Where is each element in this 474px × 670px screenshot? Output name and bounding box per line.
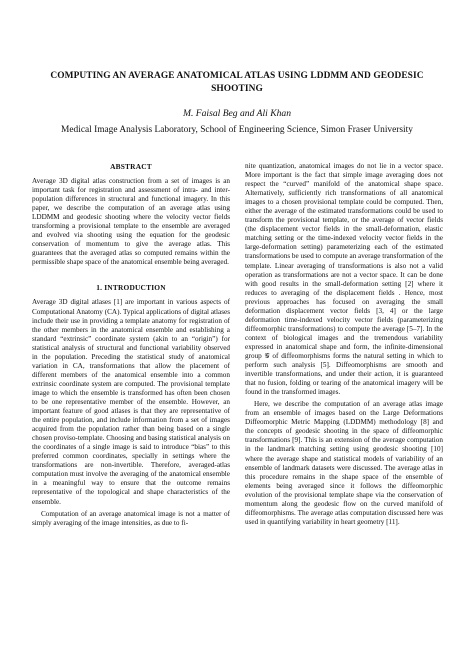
paper-title: COMPUTING AN AVERAGE ANATOMICAL ATLAS USING LDDMM AND GEODESIC SHOOTING — [50, 71, 424, 94]
paper-authors: M. Faisal Beg and Ali Khan — [182, 108, 291, 119]
intro-paragraph-2: Computation of an average anatomical image is not a matter of simply averaging of the image intensities, as due to fi- — [32, 509, 230, 527]
intro-heading: 1. INTRODUCTION — [96, 283, 166, 293]
intro-paragraph-1: Average 3D digital atlases [1] are important in various aspects of Computational Anatomy (CA). Typical applications of digital atlases include their use in providing a template anatomy for registration of the other members in the anatomical ensemble and establishing a standard “extrinsic” coordinate system (akin to an “origin”) for statistical analysis of structural and functional variability observed in the population. Preceding the statistical study of anatomical variation in CA, transformations that allow the placement of different members of the anatomical ensemble into a common extrinsic coordinate system are computed. The provisional template image to which the ensemble is transformed has often been chosen to be one representative member of the ensemble. However, an important feature of good atlases is that they are representative of the entire population, and include information from a set of images acquired from the population rather than being based on a single chosen proviso-template. Choosing and basing statistical analysis on the coordinates of a single image is said to introduce “bias” to this preferred common coordinates, specially in settings where the transformations are non-invertible. Therefore, averaged-atlas computation must involve the averaging of the anatomical ensemble in a meaningful way to ensure that the outcome remains representative of the topological and shape characteristics of the ensemble. — [32, 298, 230, 506]
left-column — [32, 162, 230, 528]
right-column — [245, 162, 443, 527]
abstract-text: Average 3D digital atlas construction from a set of images is an important task for registration and assessment of intra- and inter-population differences in structural and functional imagery. In this paper, we describe the computation of an average atlas using LDDMM and geodesic shooting where the velocity vector fields transforming a provisional template to the ensemble are averaged and evolved via shooting using the equation for the geodesic conservation of momentum to give the average atlas. This guarantees that the averaged atlas so computed remains within the permissible shape space of the anatomical ensemble being averaged. — [32, 177, 230, 267]
abstract-heading: ABSTRACT — [110, 162, 152, 171]
paper-affiliation: Medical Image Analysis Laboratory, School of Engineering Science, Simon Fraser University — [61, 125, 413, 135]
right-paragraph-1: nite quantization, anatomical images do not lie in a vector space. More important is the fact that simple image averaging does not respect the “curved” manifold of the anatomical shape space. Alternatively, sufficiently rich transformations of all anatomical images to a chosen provisional template could be computed. Then, either the average of the estimated transformations could be used to transform the provisional template, or the average of vector fields (the displacement vector fields in the small-deformation, elastic matching setting or the time-indexed velocity vector fields in the large-deformation setting) parameterizing each of the estimated transformations be used to compute an average transformation of the template. Linear averaging of transformations is also not a valid operation as transformations are not a vector space. It can be done with good results in the small-deformation setting [2] where it reduces to averaging of the displacement fields . Hence, most previous approaches has focused on averaging the small deformation displacement vector fields [3, 4] or the large deformation time-indexed velocity vector fields (parameterizing diffeomorphic transformations) to compute the average [5–7]. In the context of biological images and the tremendous variability expressed in anatomical shape and form, the infinite-dimensional group 𝒢 of diffeomorphisms forms the natural setting in which to perform such analysis [5]. Diffeomorphisms are smooth and invertible transformations, and under their action, it is guaranteed that no fusion, folding or tearing of the anatomical imagery will be found in the transformed images. — [245, 162, 443, 397]
right-paragraph-2: Here, we describe the computation of an average atlas image from an ensemble of images based on the Large Deformations Diffeomorphic Metric Mapping (LDDMM) methodology [8] and the concepts of geodesic shooting in the space of diffeomorphic transformations [9]. This is an extension of the average computation in the landmark matching setting using geodesic shooting [10] where the average shape and statistical models of variability of an ensemble of landmark datasets were discussed. The average atlas in this procedure remains in the shape space of the ensemble of elements being averaged since it follows the diffeomorphic evolution of the provisional template shape via the conservation of momentum along the geodesic flow on the curved manifold of diffeomorphisms. The average atlas computation discussed here was used in quantifying variability in heart geometry [11]. — [245, 400, 443, 526]
